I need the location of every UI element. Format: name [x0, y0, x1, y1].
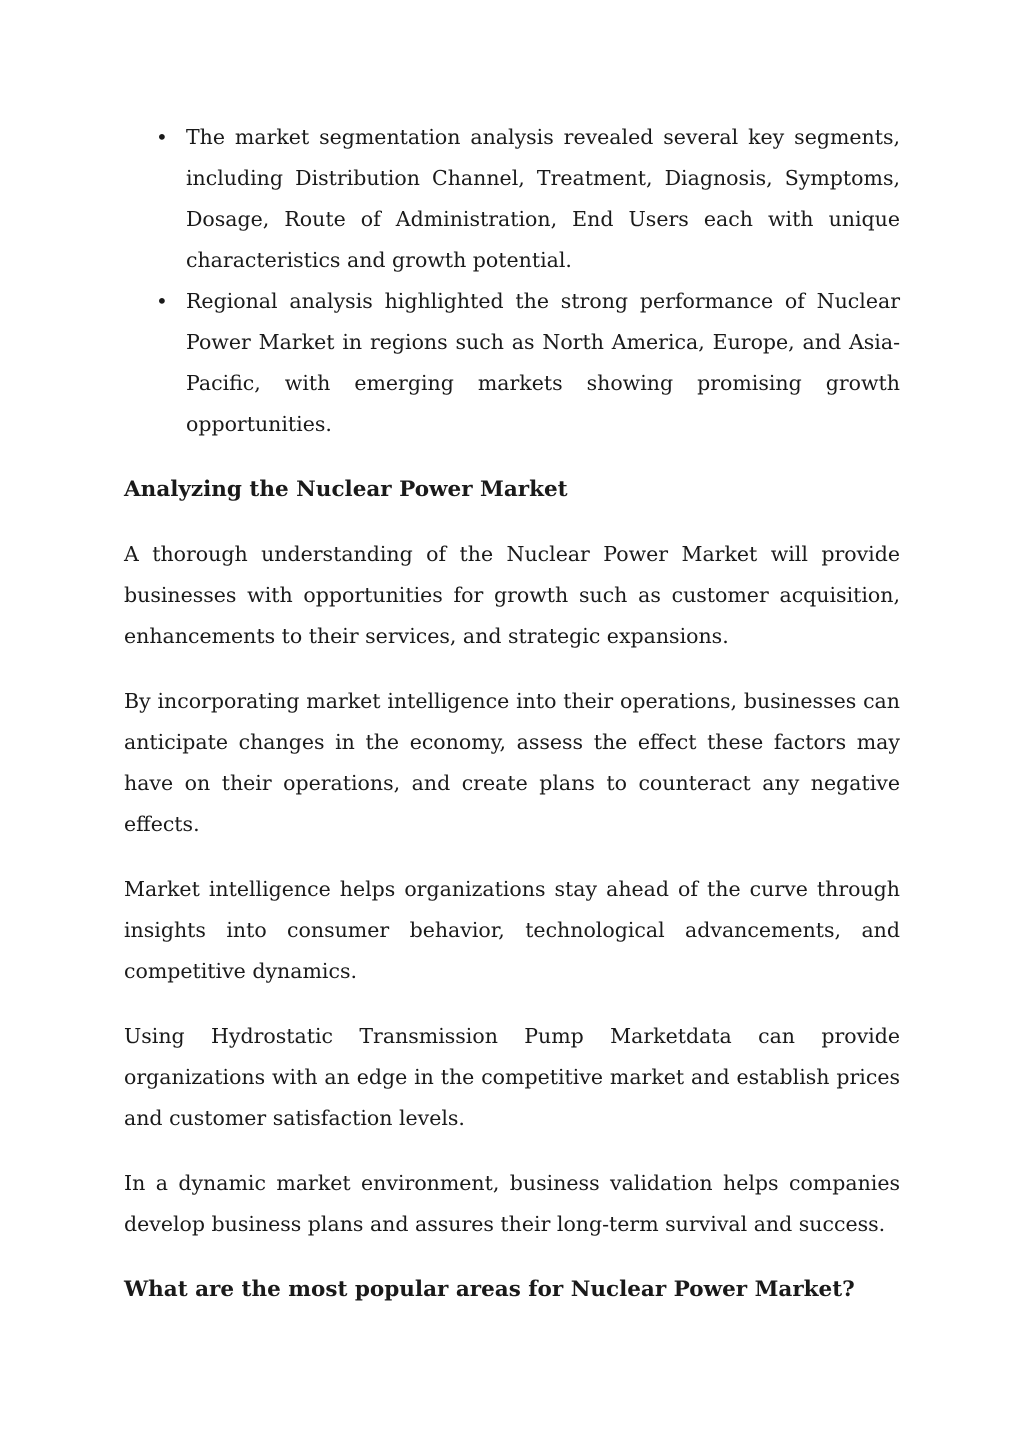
- paragraph: Market intelligence helps organizations stay ahead of the curve through insights into consumer behavior, technological advancements, and competitive dynamics.: [124, 877, 900, 983]
- bullet-text: The market segmentation analysis revealed several key segments, including Distribution Channel, Treatment, Diagnosis, Symptoms, Dosage, Route of Administration, End Users each with unique characteristics and growth potential.: [186, 125, 900, 272]
- section-heading-popular-areas: What are the most popular areas for Nuclear Power Market?: [124, 1277, 855, 1302]
- paragraph: A thorough understanding of the Nuclear Power Market will provide businesses with opportunities for growth such as customer acquisition, enhancements to their services, and strategic expansions.: [124, 542, 900, 648]
- list-item: [156, 281, 900, 445]
- paragraph: By incorporating market intelligence into their operations, businesses can anticipate changes in the economy, assess the effect these factors may have on their operations, and create plans to counteract any negative effects.: [124, 689, 900, 836]
- bullet-icon: •: [156, 125, 168, 149]
- document-page: [124, 117, 900, 1310]
- section-heading-analyzing: Analyzing the Nuclear Power Market: [124, 477, 568, 502]
- bullet-text: Regional analysis highlighted the strong performance of Nuclear Power Market in regions such as North America, Europe, and Asia-Pacific, with emerging markets showing promising growth opportunities.: [186, 289, 900, 436]
- bullet-icon: •: [156, 289, 168, 313]
- paragraph: Using Hydrostatic Transmission Pump Marketdata can provide organizations with an edge in the competitive market and establish prices and customer satisfaction levels.: [124, 1024, 900, 1130]
- list-item: [156, 117, 900, 281]
- paragraph: In a dynamic market environment, business validation helps companies develop business plans and assures their long-term survival and success.: [124, 1171, 900, 1236]
- findings-bullet-list: [124, 117, 900, 445]
